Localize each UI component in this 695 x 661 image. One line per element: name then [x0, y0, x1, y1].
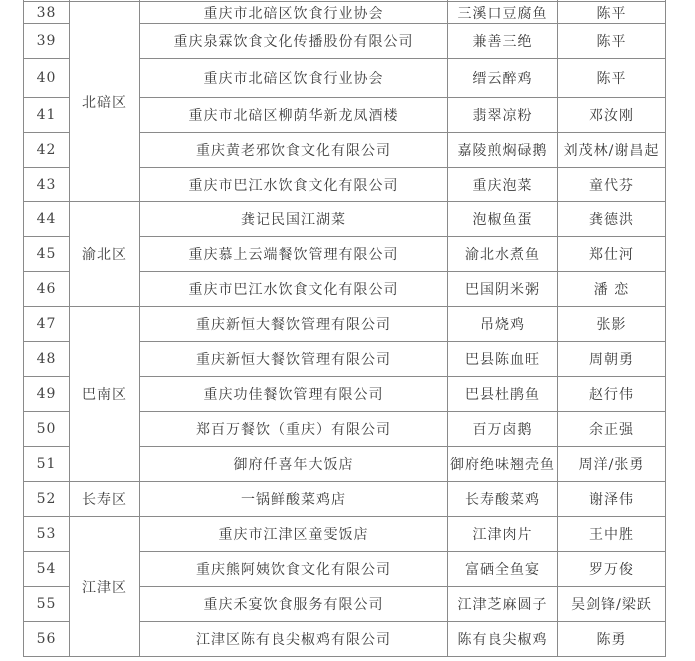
row-number: 39: [24, 24, 70, 59]
enterprise-cell: 一锅鲜酸菜鸡店: [140, 482, 448, 517]
dish-cell: 嘉陵煎焖碌鹅: [448, 133, 558, 168]
dish-cell: 翡翠凉粉: [448, 98, 558, 133]
person-cell: 陈平: [558, 59, 666, 98]
person-cell: 陈勇: [558, 622, 666, 657]
person-cell: 郑仕河: [558, 237, 666, 272]
person-cell: 吴剑锋/梁跃: [558, 587, 666, 622]
row-number: 54: [24, 552, 70, 587]
enterprise-cell: 龚记民国江湖菜: [140, 202, 448, 237]
row-number: 42: [24, 133, 70, 168]
table-row: [24, 517, 666, 552]
district-cell: 北碚区: [70, 2, 140, 202]
enterprise-cell: 江津区陈有良尖椒鸡有限公司: [140, 622, 448, 657]
district-cell: 渝北区: [70, 202, 140, 307]
dish-cell: 兼善三绝: [448, 24, 558, 59]
enterprise-cell: 重庆新恒大餐饮管理有限公司: [140, 307, 448, 342]
dish-cell: 渝北水煮鱼: [448, 237, 558, 272]
enterprise-cell: 御府仟喜年大饭店: [140, 447, 448, 482]
enterprise-cell: 重庆市江津区童雯饭店: [140, 517, 448, 552]
enterprise-cell: 重庆慕上云端餐饮管理有限公司: [140, 237, 448, 272]
row-number: 55: [24, 587, 70, 622]
row-number: 40: [24, 59, 70, 98]
row-number: 53: [24, 517, 70, 552]
row-number: 49: [24, 377, 70, 412]
table-row: [24, 482, 666, 517]
district-cell: 长寿区: [70, 482, 140, 517]
person-cell: 刘茂林/谢昌起: [558, 133, 666, 168]
row-number: 56: [24, 622, 70, 657]
table-row: [24, 307, 666, 342]
dish-cell: 泡椒鱼蛋: [448, 202, 558, 237]
row-number: 51: [24, 447, 70, 482]
enterprise-cell: 重庆市北碚区柳荫华新龙凤酒楼: [140, 98, 448, 133]
person-cell: 王中胜: [558, 517, 666, 552]
person-cell: 潘 恋: [558, 272, 666, 307]
dish-cell: 巴国阴米粥: [448, 272, 558, 307]
dish-cell: 巴县杜鹃鱼: [448, 377, 558, 412]
row-number: 48: [24, 342, 70, 377]
dish-cell: 巴县陈血旺: [448, 342, 558, 377]
table-row: [24, 2, 666, 24]
table-row: [24, 202, 666, 237]
dish-cell: 陈有良尖椒鸡: [448, 622, 558, 657]
enterprise-cell: 重庆市巴江水饮食文化有限公司: [140, 168, 448, 202]
dish-cell: 缙云醉鸡: [448, 59, 558, 98]
person-cell: 罗万俊: [558, 552, 666, 587]
person-cell: 赵行伟: [558, 377, 666, 412]
row-number: 47: [24, 307, 70, 342]
person-cell: 余正强: [558, 412, 666, 447]
row-number: 38: [24, 2, 70, 24]
enterprise-cell: 重庆黄老邪饮食文化有限公司: [140, 133, 448, 168]
dish-cell: 江津芝麻圆子: [448, 587, 558, 622]
enterprise-cell: 重庆市巴江水饮食文化有限公司: [140, 272, 448, 307]
person-cell: 龚德洪: [558, 202, 666, 237]
person-cell: 童代芬: [558, 168, 666, 202]
district-cell: 江津区: [70, 517, 140, 657]
dish-cell: 百万卤鹅: [448, 412, 558, 447]
person-cell: 陈平: [558, 2, 666, 24]
enterprise-cell: 重庆新恒大餐饮管理有限公司: [140, 342, 448, 377]
enterprise-cell: 郑百万餐饮（重庆）有限公司: [140, 412, 448, 447]
enterprise-cell: 重庆熊阿姨饮食文化有限公司: [140, 552, 448, 587]
enterprise-cell: 重庆市北碚区饮食行业协会: [140, 2, 448, 24]
row-number: 45: [24, 237, 70, 272]
row-number: 52: [24, 482, 70, 517]
district-cell: 巴南区: [70, 307, 140, 482]
person-cell: 周洋/张勇: [558, 447, 666, 482]
enterprise-cell: 重庆泉霖饮食文化传播股份有限公司: [140, 24, 448, 59]
row-number: 41: [24, 98, 70, 133]
person-cell: 谢泽伟: [558, 482, 666, 517]
row-number: 43: [24, 168, 70, 202]
person-cell: 邓汝刚: [558, 98, 666, 133]
dish-cell: 长寿酸菜鸡: [448, 482, 558, 517]
person-cell: 周朝勇: [558, 342, 666, 377]
row-number: 50: [24, 412, 70, 447]
person-cell: 陈平: [558, 24, 666, 59]
dish-cell: 江津肉片: [448, 517, 558, 552]
dish-cell: 富硒全鱼宴: [448, 552, 558, 587]
dish-cell: 吊烧鸡: [448, 307, 558, 342]
row-number: 46: [24, 272, 70, 307]
person-cell: 张影: [558, 307, 666, 342]
row-number: 44: [24, 202, 70, 237]
dish-cell: 重庆泡菜: [448, 168, 558, 202]
dish-cell: 三溪口豆腐鱼: [448, 2, 558, 24]
enterprise-cell: 重庆功佳餐饮管理有限公司: [140, 377, 448, 412]
dish-cell: 御府绝味翘壳鱼: [448, 447, 558, 482]
dish-registry-table: [23, 0, 666, 657]
enterprise-cell: 重庆禾宴饮食服务有限公司: [140, 587, 448, 622]
enterprise-cell: 重庆市北碚区饮食行业协会: [140, 59, 448, 98]
